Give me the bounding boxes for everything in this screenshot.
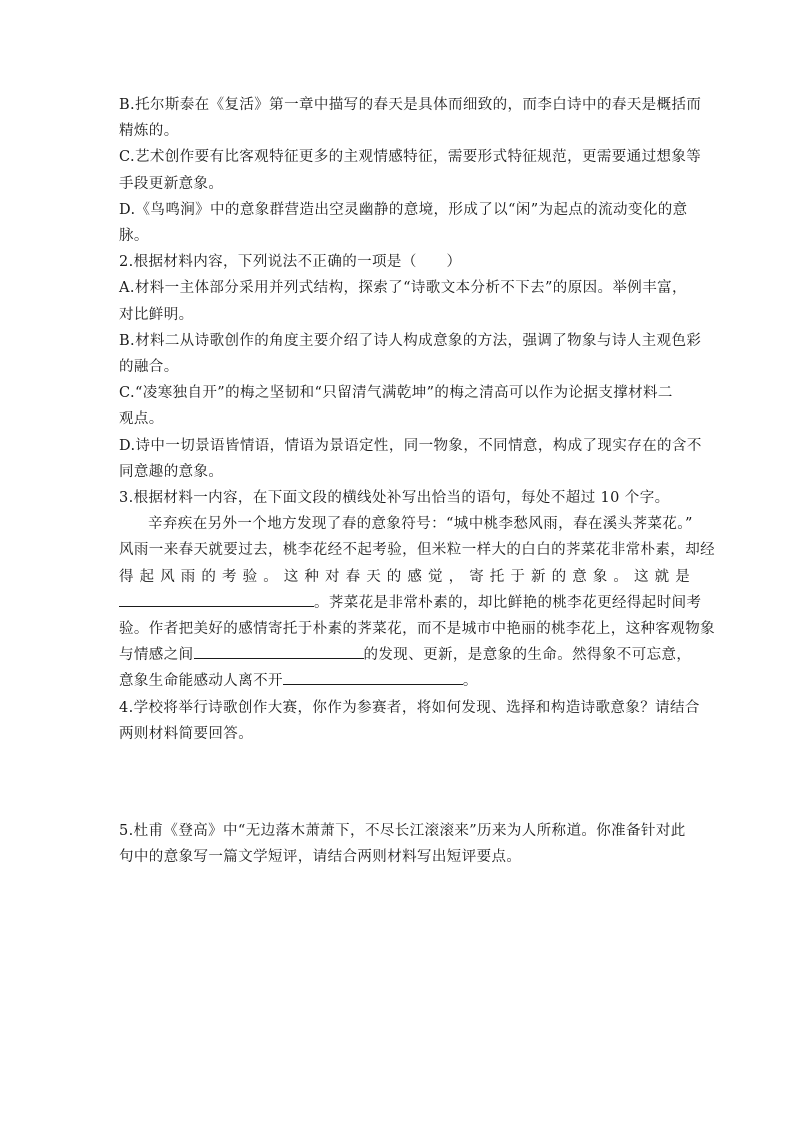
answer-blank-2[interactable] — [194, 642, 364, 659]
q2-option-b-line-1: B.材料二从诗歌创作的角度主要介绍了诗人构成意象的方法，强调了物象与诗人主观色彩 — [119, 332, 702, 349]
passage-line-1: 辛弃疾在另外一个地方发现了春的意象符号：“城中桃李愁风雨，春在溪头荠菜花。” — [148, 516, 693, 533]
question-3-stem: 3.根据材料一内容，在下面文段的横线处补写出恰当的语句，每处不超过 10 个字。 — [119, 490, 670, 507]
q2-option-a-line-2: 对比鲜明。 — [119, 306, 194, 323]
passage-line-6-lead: 与情感之间 — [119, 647, 194, 664]
passage-line-6-text: 的发现、更新，是意象的生命。然得象不可忘意， — [363, 647, 692, 664]
passage-line-3: 得起风雨的考验。这种对春天的感觉，寄托于新的意象。这就是 — [119, 568, 696, 585]
passage-line-7 — [119, 668, 677, 694]
q2-option-a-line-1: A.材料一主体部分采用并列式结构，探索了“诗歌文本分析不下去”的原因。举例丰富， — [119, 280, 687, 297]
passage-line-5: 验。作者把美好的感情寄托于朴素的荠菜花，而不是城市中艳丽的桃李花上，这种客观物象 — [119, 621, 715, 638]
answer-blank-1[interactable] — [119, 590, 314, 607]
q2-option-d-line-1: D.诗中一切景语皆情语，情语为景语定性，同一物象，不同情意，构成了现实存在的含不 — [119, 437, 702, 454]
option-c-line-2: 手段更新意象。 — [119, 175, 224, 192]
passage-line-4 — [119, 590, 702, 616]
q2-option-c-line-1: C.“凌寒独自开”的梅之坚韧和“只留清气满乾坤”的梅之清高可以作为论据支撑材料二 — [119, 385, 673, 402]
passage-line-7-lead: 意象生命能感动人离不开 — [119, 673, 283, 690]
question-2-stem: 2.根据材料内容，下列说法不正确的一项是（ ） — [119, 254, 462, 271]
answer-space-q4 — [119, 747, 677, 818]
question-5-line-1: 5.杜甫《登高》中“无边落木萧萧下，不尽长江滚滚来”历来为人所称道。你准备针对此 — [119, 823, 686, 840]
q2-option-d-line-2: 同意趣的意象。 — [119, 463, 224, 480]
question-4-line-2: 两则材料简要回答。 — [119, 725, 254, 742]
question-4-line-1: 4.学校将举行诗歌创作大赛，你作为参赛者，将如何发现、选择和构造诗歌意象？请结合 — [119, 699, 700, 716]
passage-line-2: 风雨一来春天就要过去，桃李花经不起考验，但米粒一样大的白白的荠菜花非常朴素，却经 — [119, 542, 715, 559]
question-5-line-2: 句中的意象写一篇文学短评，请结合两则材料写出短评要点。 — [119, 849, 522, 866]
q2-option-c-line-2: 观点。 — [119, 411, 164, 428]
option-b-line-2: 精炼的。 — [119, 123, 179, 140]
option-b-line-1: B.托尔斯泰在《复活》第一章中描写的春天是具体而细致的，而李白诗中的春天是概括而 — [119, 97, 702, 113]
passage-line-6 — [119, 642, 692, 668]
document-page — [119, 92, 715, 870]
passage-line-4-text: 。荠菜花是非常朴素的，却比鲜艳的桃李花更经得起时间考 — [314, 594, 702, 611]
q2-option-b-line-2: 的融合。 — [119, 359, 179, 376]
answer-blank-3[interactable] — [283, 668, 463, 685]
option-d-line-1: D.《鸟鸣涧》中的意象群营造出空灵幽静的意境，形成了以“闲”为起点的流动变化的意 — [119, 201, 688, 218]
passage-line-7-end: 。 — [462, 673, 478, 690]
option-c-line-1: C.艺术创作要有比客观特征更多的主观情感特征，需要形式特征规范，更需要通过想象等 — [119, 149, 702, 166]
option-d-line-2: 脉。 — [119, 228, 149, 245]
